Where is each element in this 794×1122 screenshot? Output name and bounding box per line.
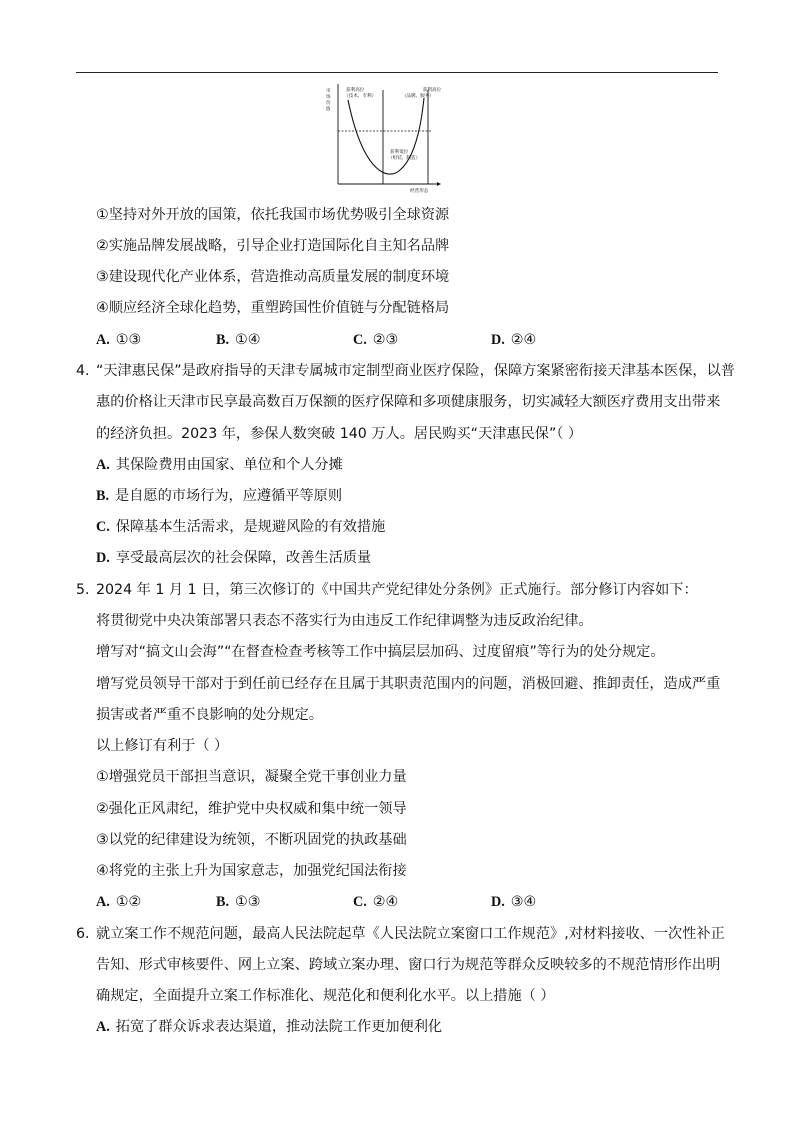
q5-choice-b[interactable]: B. ①③ — [216, 894, 261, 910]
q5-choice-a[interactable]: A. ①② — [96, 894, 142, 910]
q4-choice-c[interactable]: C. 保障基本生活需求，是规避风险的有效措施 — [96, 519, 386, 535]
header-rule — [76, 72, 718, 73]
q4-choice-a[interactable]: A. 其保险费用由国家、单位和个人分摊 — [96, 457, 343, 473]
q3-choice-a[interactable]: A. ①③ — [96, 332, 142, 348]
q5-stem-line-1: 2024 年 1 月 1 日，第三次修订的《中国共产党纪律处分条例》正式施行。部分修订内容如下： — [96, 582, 698, 598]
q5-stem-line-4: 增写党员领导干部对于到任前已经存在且属于其职责范围内的问题，消极回避、推卸责任，造成严重 — [96, 676, 721, 692]
x-axis-label: 经营形态 — [410, 189, 429, 194]
q5-option-2: ②强化正风肃纪，维护党中央权威和集中统一领导 — [96, 801, 407, 817]
q6-number: 6. — [76, 926, 90, 942]
x-axis-arrow — [437, 182, 441, 186]
q5-choice-c[interactable]: C. ②④ — [353, 894, 399, 910]
left-top-label-1: 获利高位 — [346, 88, 365, 93]
q4-stem-line-1: “天津惠民保”是政府指导的天津专属城市定制型商业医疗保险，保障方案紧密衔接天津基本医保，以普 — [96, 363, 735, 379]
smile-curve-chart — [324, 82, 442, 194]
q5-stem-line-2: 将贯彻党中央决策部署只表态不落实行为由违反工作纪律调整为违反政治纪律。 — [96, 613, 593, 629]
y-axis-label-4: 值 — [326, 107, 331, 112]
q3-choice-c[interactable]: C. ②③ — [353, 332, 399, 348]
q3-option-4: ④顺应经济全球化趋势，重塑跨国性价值链与分配链格局 — [96, 300, 450, 316]
q5-number: 5. — [76, 582, 90, 598]
q5-stem-line-6: 以上修订有利于（ ） — [96, 738, 229, 754]
q4-number: 4. — [76, 363, 90, 379]
bottom-label-2: （组装、制造） — [388, 156, 421, 161]
right-top-label-1: 获利高位 — [422, 88, 442, 93]
q4-stem-line-2: 惠的价格让天津市民享最高数百万保额的医疗保障和多项健康服务，切实减轻大额医疗费用支出带来 — [96, 394, 721, 410]
q6-stem-line-2: 告知、形式审核要件、网上立案、跨域立案办理、窗口行为规范等群众反映较多的不规范情形作出明 — [96, 957, 721, 973]
smile-curve-figure — [324, 82, 442, 194]
q3-option-1: ①坚持对外开放的国策，依托我国市场优势吸引全球资源 — [96, 207, 450, 223]
q5-option-4: ④将党的主张上升为国家意志，加强党纪国法衔接 — [96, 863, 407, 879]
q4-stem-line-3: 的经济负担。2023 年，参保人数突破 140 万人。居民购买“天津惠民保”（ ） — [96, 426, 583, 442]
right-top-label-2: （品牌、服务） — [401, 94, 434, 99]
q5-stem-line-5: 损害或者严重不良影响的处分规定。 — [96, 707, 324, 723]
y-axis-label-3: 价 — [326, 101, 331, 106]
q4-choice-b[interactable]: B. 是自愿的市场行为，应遵循平等原则 — [96, 488, 343, 504]
q5-option-3: ③以党的纪律建设为统领，不断巩固党的执政基础 — [96, 832, 407, 848]
q5-option-1: ①增强党员干部担当意识，凝聚全党干事创业力量 — [96, 769, 407, 785]
q3-option-3: ③建设现代化产业体系，营造推动高质量发展的制度环境 — [96, 269, 450, 285]
bottom-label-1: 获利低位 — [390, 150, 409, 155]
q4-choice-d[interactable]: D. 享受最高层次的社会保障，改善生活质量 — [96, 550, 372, 566]
q5-choice-d[interactable]: D. ③④ — [491, 894, 537, 910]
left-top-label-2: （技术、专利） — [344, 94, 377, 99]
q6-choice-a[interactable]: A. 拓宽了群众诉求表达渠道，推动法院工作更加便利化 — [96, 1019, 443, 1035]
q3-choice-d[interactable]: D. ②④ — [491, 332, 537, 348]
y-axis-label-2: 场 — [326, 95, 331, 100]
q6-stem-line-3: 确规定，全面提升立案工作标准化、规范化和便利化水平。以上措施（ ） — [96, 988, 555, 1004]
q5-stem-line-3: 增写对“搞文山会海”“在督查检查考核等工作中搞层层加码、过度留痕”等行为的处分规定。 — [96, 644, 665, 660]
q3-choice-b[interactable]: B. ①④ — [216, 332, 261, 348]
q6-stem-line-1: 就立案工作不规范问题，最高人民法院起草《人民法院立案窗口工作规范》,对材料接收、一次性补正 — [96, 926, 725, 942]
smile-curve — [348, 98, 424, 174]
y-axis-label-1: 市 — [326, 89, 331, 94]
q3-option-2: ②实施品牌发展战略，引导企业打造国际化自主知名品牌 — [96, 238, 450, 254]
